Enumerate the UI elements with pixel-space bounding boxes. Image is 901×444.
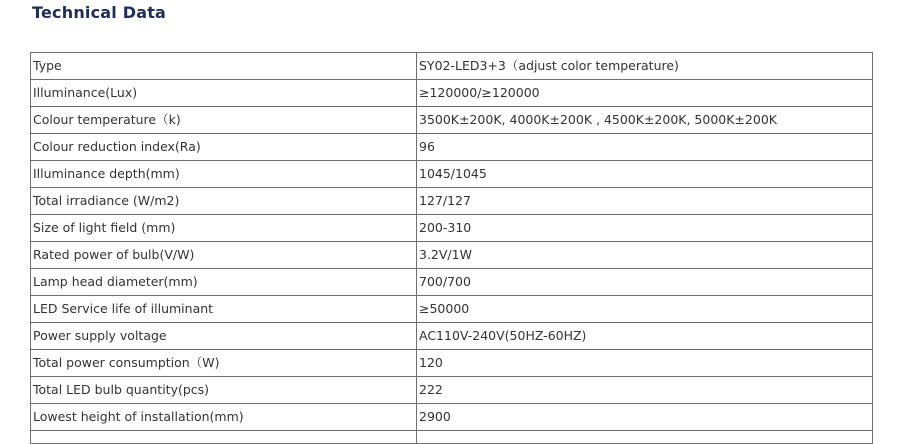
- spec-value: 3.2V/1W: [417, 242, 873, 269]
- table-row: [31, 269, 873, 296]
- page-title: Technical Data: [32, 3, 167, 22]
- spec-label: Illuminance depth(mm): [31, 161, 417, 188]
- table-row: [31, 188, 873, 215]
- table-row: [31, 161, 873, 188]
- spec-label: Lowest height of installation(mm): [31, 404, 417, 431]
- spec-value: ≥120000/≥120000: [417, 80, 873, 107]
- spec-value: 127/127: [417, 188, 873, 215]
- spec-value: 3500K±200K, 4000K±200K , 4500K±200K, 5000K±200K: [417, 107, 873, 134]
- spec-label: Colour reduction index(Ra): [31, 134, 417, 161]
- table-row: [31, 296, 873, 323]
- spec-label: Rated power of bulb(V/W): [31, 242, 417, 269]
- table-row: [31, 350, 873, 377]
- table-row: [31, 323, 873, 350]
- spec-value: 2900: [417, 404, 873, 431]
- table-row: [31, 107, 873, 134]
- spec-value: 96: [417, 134, 873, 161]
- table-row: [31, 377, 873, 404]
- spec-label: LED Service life of illuminant: [31, 296, 417, 323]
- spec-label: Power supply voltage: [31, 323, 417, 350]
- spec-value: SY02-LED3+3（adjust color temperature): [417, 53, 873, 80]
- spec-label: Total LED bulb quantity(pcs): [31, 377, 417, 404]
- spec-label: Lamp head diameter(mm): [31, 269, 417, 296]
- spec-value: 200-310: [417, 215, 873, 242]
- table-row: [31, 53, 873, 80]
- spec-label: Size of light field (mm): [31, 215, 417, 242]
- spec-value: AC110V-240V(50HZ-60HZ): [417, 323, 873, 350]
- table-row: [31, 242, 873, 269]
- table-row: [31, 215, 873, 242]
- spec-value: 120: [417, 350, 873, 377]
- technical-data-table: [30, 52, 873, 444]
- spec-label: Total irradiance (W/m2): [31, 188, 417, 215]
- spec-label: Illuminance(Lux): [31, 80, 417, 107]
- table-row: [31, 404, 873, 431]
- table-row: [31, 134, 873, 161]
- spec-value: 222: [417, 377, 873, 404]
- spec-value: 700/700: [417, 269, 873, 296]
- spec-label: Type: [31, 53, 417, 80]
- spec-label: Colour temperature（k): [31, 107, 417, 134]
- table-row: [31, 80, 873, 107]
- spec-value: 1045/1045: [417, 161, 873, 188]
- spec-label: Total power consumption（W): [31, 350, 417, 377]
- spec-value: ≥50000: [417, 296, 873, 323]
